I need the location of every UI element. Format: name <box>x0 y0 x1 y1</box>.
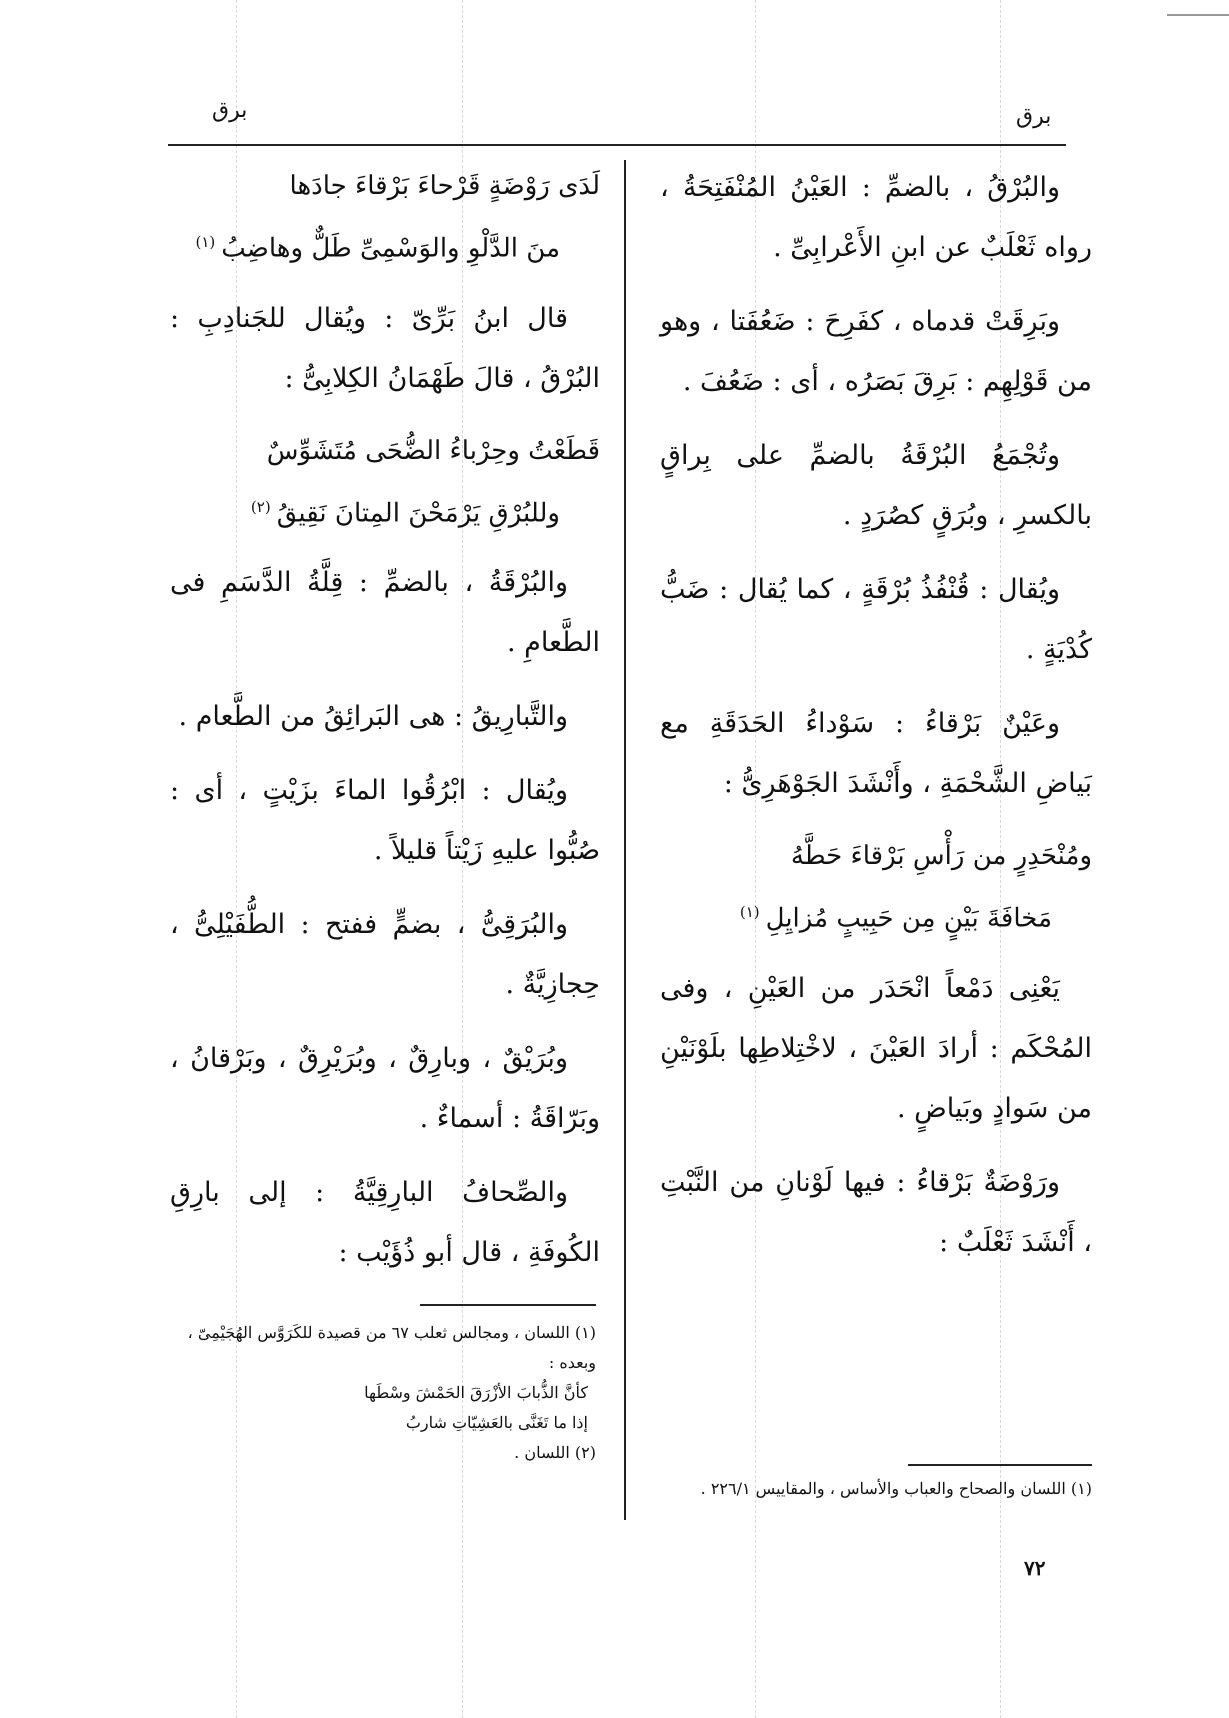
column-divider <box>624 160 626 1520</box>
footnotes-right <box>666 1474 1092 1504</box>
footnote-ref: (١) <box>739 903 760 921</box>
verse-text: منَ الدَّلْوِ والوَسْمِىِّ طَلٌّ وهاضِبُ <box>221 233 560 264</box>
right-column <box>660 158 1092 1287</box>
footnote-verse: كأنَّ الذُّبابَ الأزْرَقَ الحَمْشَ وسْطَها <box>364 1383 588 1402</box>
footnote-verse: إذا ما تَغَنَّى بالعَشِيّاتِ شاربُ <box>405 1413 588 1432</box>
running-header-left: برق <box>212 98 248 123</box>
verse-second-hemistich <box>660 884 1092 947</box>
verse-first-hemistich: قَطَعْتُ وحِرْباءُ الضُّحَى مُتَشَوِّسٌ <box>266 435 600 466</box>
entry-paragraph: والتَّبارِيقُ : هى البَرائِقُ من الطَّعام . <box>178 701 568 733</box>
entry-paragraph: ويُقال : قُنْفُذُ بُرْقَةٍ ، كما يُقال : ضَبُّ كُدْيَةٍ . <box>660 574 1092 665</box>
running-header-right: برق <box>1016 104 1052 129</box>
footnote: (١) اللسان والصحاح والعباب والأساس ، والمقاييس ٢٢٦/١ . <box>700 1479 1092 1498</box>
entry-paragraph: والبُرَقِىُّ ، بضمٍّ ففتح : الطُّفَيْلِىُّ ، حِجازِيَّةٌ . <box>170 909 600 1001</box>
footnotes-left <box>176 1318 596 1468</box>
left-column <box>170 158 600 1297</box>
footnote-ref: (٢) <box>250 497 271 516</box>
entry-paragraph: يَعْنِى دَمْعاً انْحَدَر من العَيْنِ ، وفى المُحْكَم : أرادَ العَيْنَ ، لاخْتِلاطِها بلَوْنَيْنِ من سَوادٍ وبَياضٍ . <box>660 972 1092 1124</box>
verse-first-hemistich: ومُنْحَدِرٍ من رَأْسِ بَرْقاءَ حَطَّهُ <box>790 841 1092 871</box>
footnote-rule-right <box>908 1464 1092 1466</box>
entry-paragraph: وعَيْنٌ بَرْقاءُ : سَوْداءُ الحَدَقَةِ مع بَياضِ الشَّحْمَةِ ، وأَنْشَدَ الجَوْهَرِىُّ : <box>660 708 1092 799</box>
verse-first-hemistich: لَدَى رَوْضَةٍ قَرْحاءَ بَرْقاءَ جادَها <box>289 171 600 201</box>
footnote-ref: (١) <box>195 233 216 251</box>
entry-paragraph: ورَوْضَةٌ بَرْقاءُ : فيها لَوْنانِ من النَّبْتِ ، أَنْشَدَ ثَعْلَبٌ : <box>660 1166 1092 1258</box>
verse-text: وللبُرْقِ يَرْمَحْنَ المِتانَ نَقِيقُ <box>276 498 560 529</box>
footnote-rule-left <box>420 1304 596 1306</box>
entry-paragraph: قال ابنُ بَرِّىّ : ويُقال للجَنادِبِ : البُرْقُ ، قالَ طَهْمَانُ الكِلابِىُّ : <box>170 302 600 394</box>
entry-paragraph: وبُرَيْقٌ ، وبارِقٌ ، وبُرَيْرِقٌ ، وبَرْقانُ ، وبَرّاقَةُ : أسماءٌ . <box>170 1043 600 1135</box>
entry-paragraph: والبُرْقَةُ ، بالضمِّ : قِلَّةُ الدَّسَمِ فى الطَّعامِ . <box>170 567 600 659</box>
header-rule <box>168 144 1066 146</box>
entry-paragraph: وبَرِقَتْ قدماه ، كفَرِحَ : ضَعُفَتا ، وهو من قَوْلِهِم : بَرِقَ بَصَرُه ، أى : ضَعُفَ . <box>660 306 1092 397</box>
entry-paragraph: والبُرْقُ ، بالضمِّ : العَيْنُ المُنْفَتِحَةُ ، رواه ثَعْلَبٌ عن ابنِ الأَعْرابِىِّ . <box>660 172 1092 263</box>
entry-paragraph: ويُقال : ابْرُقُوا الماءَ بزَيْتٍ ، أى : صُبُّوا عليهِ زَيْتاً قليلاً . <box>170 775 600 867</box>
footnote: (٢) اللسان . <box>514 1443 596 1462</box>
entry-paragraph: والصِّحافُ البارِقِيَّةُ : إلى بارِقِ الكُوفَةِ ، قال أبو ذُؤَيْب : <box>170 1177 600 1269</box>
page-number: ٧٢ <box>1024 1556 1046 1580</box>
entry-paragraph: وتُجْمَعُ البُرْقَةُ بالضمِّ على بِراقٍ بالكسرِ ، وبُرَقٍ كصُرَدٍ . <box>660 440 1092 531</box>
verse-text: مَخافَةَ بَيْنٍ مِن حَبِيبٍ مُزايِلِ <box>765 903 1052 934</box>
verse-second-hemistich <box>170 479 600 542</box>
scan-edge-mark <box>1167 14 1229 16</box>
verse-second-hemistich <box>170 214 600 277</box>
footnote: (١) اللسان ، ومجالس ثعلب ٦٧ من قصيدة للكَرَوَّس الهُجَيْمِىّ ، وبعده : <box>187 1323 596 1372</box>
